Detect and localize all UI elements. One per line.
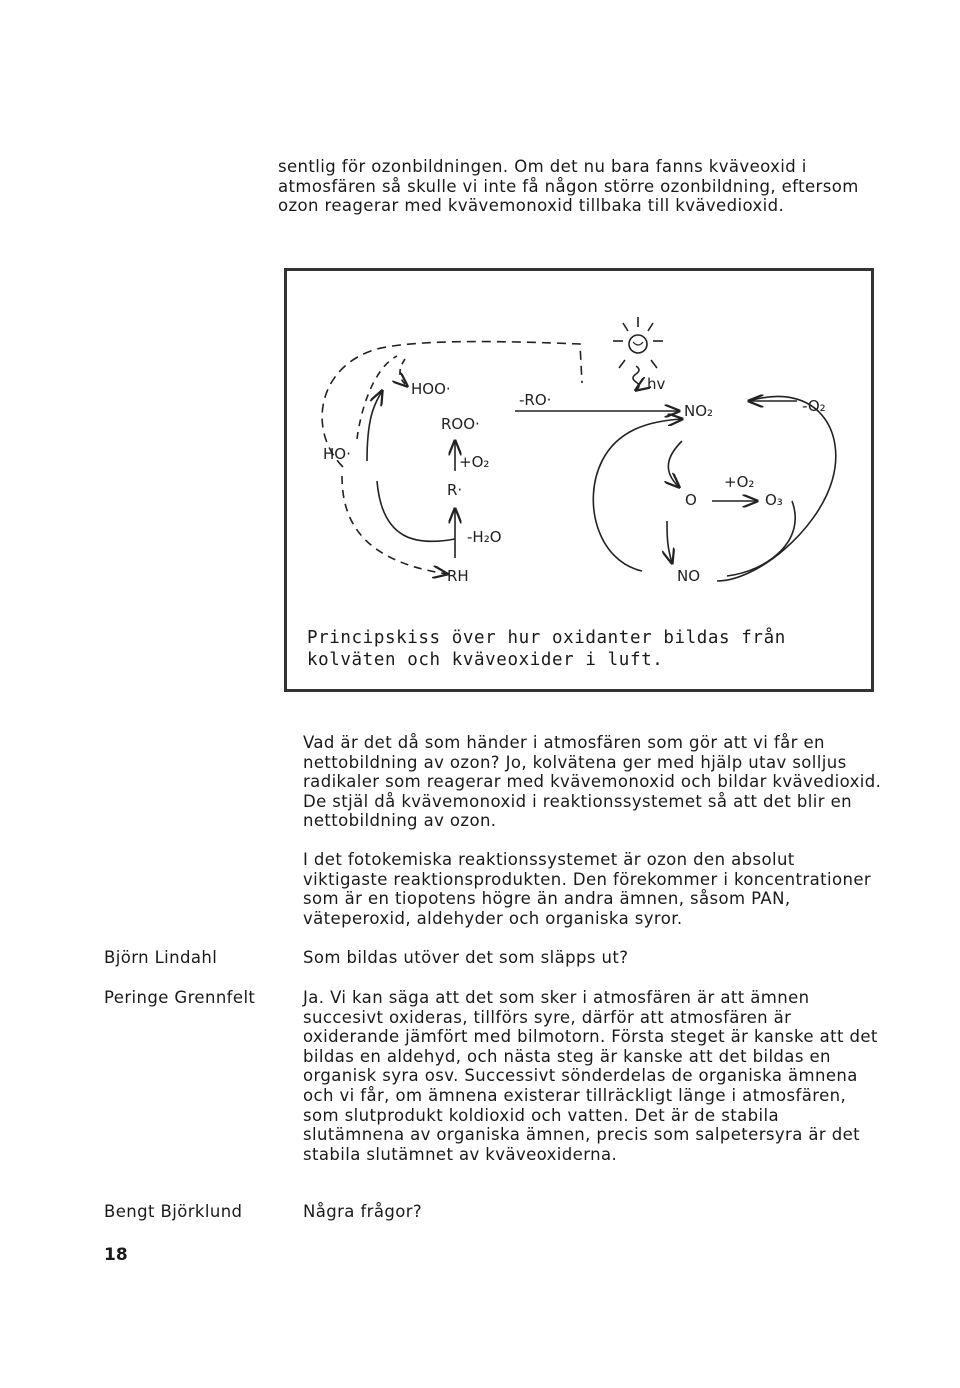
label-no: NO	[677, 567, 701, 585]
dialogue-paragraph-2: I det fotokemiska reaktionssystemet är ozon den absolut viktigaste reaktionsprodukten. Den förekommer i koncentrationer som är en tiopotens högre än andra ämnen, såsom PAN, väteperoxid, aldehyder och organiska syror.	[303, 850, 872, 928]
label-plus-o2-small: +O₂	[724, 473, 755, 491]
label-r: R·	[447, 481, 463, 499]
dialogue-paragraph-3: Som bildas utöver det som släpps ut?	[303, 948, 629, 967]
label-plus-o2: +O₂	[459, 453, 490, 471]
sun-icon	[629, 335, 647, 353]
speaker-bjorn-lindahl: Björn Lindahl	[104, 948, 218, 967]
page-number: 18	[104, 1245, 128, 1265]
speaker-peringe-grennfelt: Peringe Grennfelt	[104, 988, 256, 1007]
reaction-diagram	[284, 268, 874, 692]
label-o: O	[685, 491, 697, 509]
label-rh: RH	[447, 567, 469, 585]
label-o2-right: -O₂	[802, 397, 826, 415]
label-no2: NO₂	[684, 402, 714, 420]
figure-caption: Principskiss över hur oxidanter bildas från kolväten och kväveoxider i luft.	[307, 628, 786, 670]
dialogue-paragraph-5: Några frågor?	[303, 1202, 423, 1221]
label-ro: -RO·	[519, 391, 552, 409]
label-ho: HO·	[323, 445, 351, 463]
dialogue-paragraph-1: Vad är det då som händer i atmosfären som gör att vi får en nettobildning av ozon? Jo, kolvätena ger med hjälp utav solljus radikaler som reagerar med kvävemonoxid och bildar kvävedioxid. De stjäl då kvävemonoxid i reaktionssystemet så att det blir en nettobildning av ozon.	[303, 733, 882, 831]
intro-paragraph: sentlig för ozonbildningen. Om det nu bara fanns kväveoxid i atmosfären så skulle vi inte få någon större ozonbildning, eftersom ozon reagerar med kvävemonoxid tillbaka till kvävedioxid.	[278, 157, 859, 216]
speaker-bengt-bjorklund: Bengt Björklund	[104, 1202, 243, 1221]
label-roo: ROO·	[441, 415, 480, 433]
label-hoo: HOO·	[411, 380, 451, 398]
dialogue-paragraph-4: Ja. Vi kan säga att det som sker i atmosfären är att ämnen succesivt oxideras, tillförs syre, därför att atmosfären är oxiderande jämfört med bilmotorn. Första steget är kanske att det bildas en aldehyd, och nästa steg är kanske att det bildas en organisk syra osv. Successivt sönderdelas de organiska ämnena och vi får, om ämnena existerar tillräckligt länge i atmosfären, som slutprodukt koldioxid och vatten. Det är de stabila slutämnena av organiska ämnen, precis som salpetersyra är det stabila slutämnet av kväveoxiderna.	[303, 988, 878, 1164]
label-minus-h2o: -H₂O	[467, 528, 502, 546]
label-o3: O₃	[765, 491, 783, 509]
label-hv: hv	[647, 375, 666, 393]
